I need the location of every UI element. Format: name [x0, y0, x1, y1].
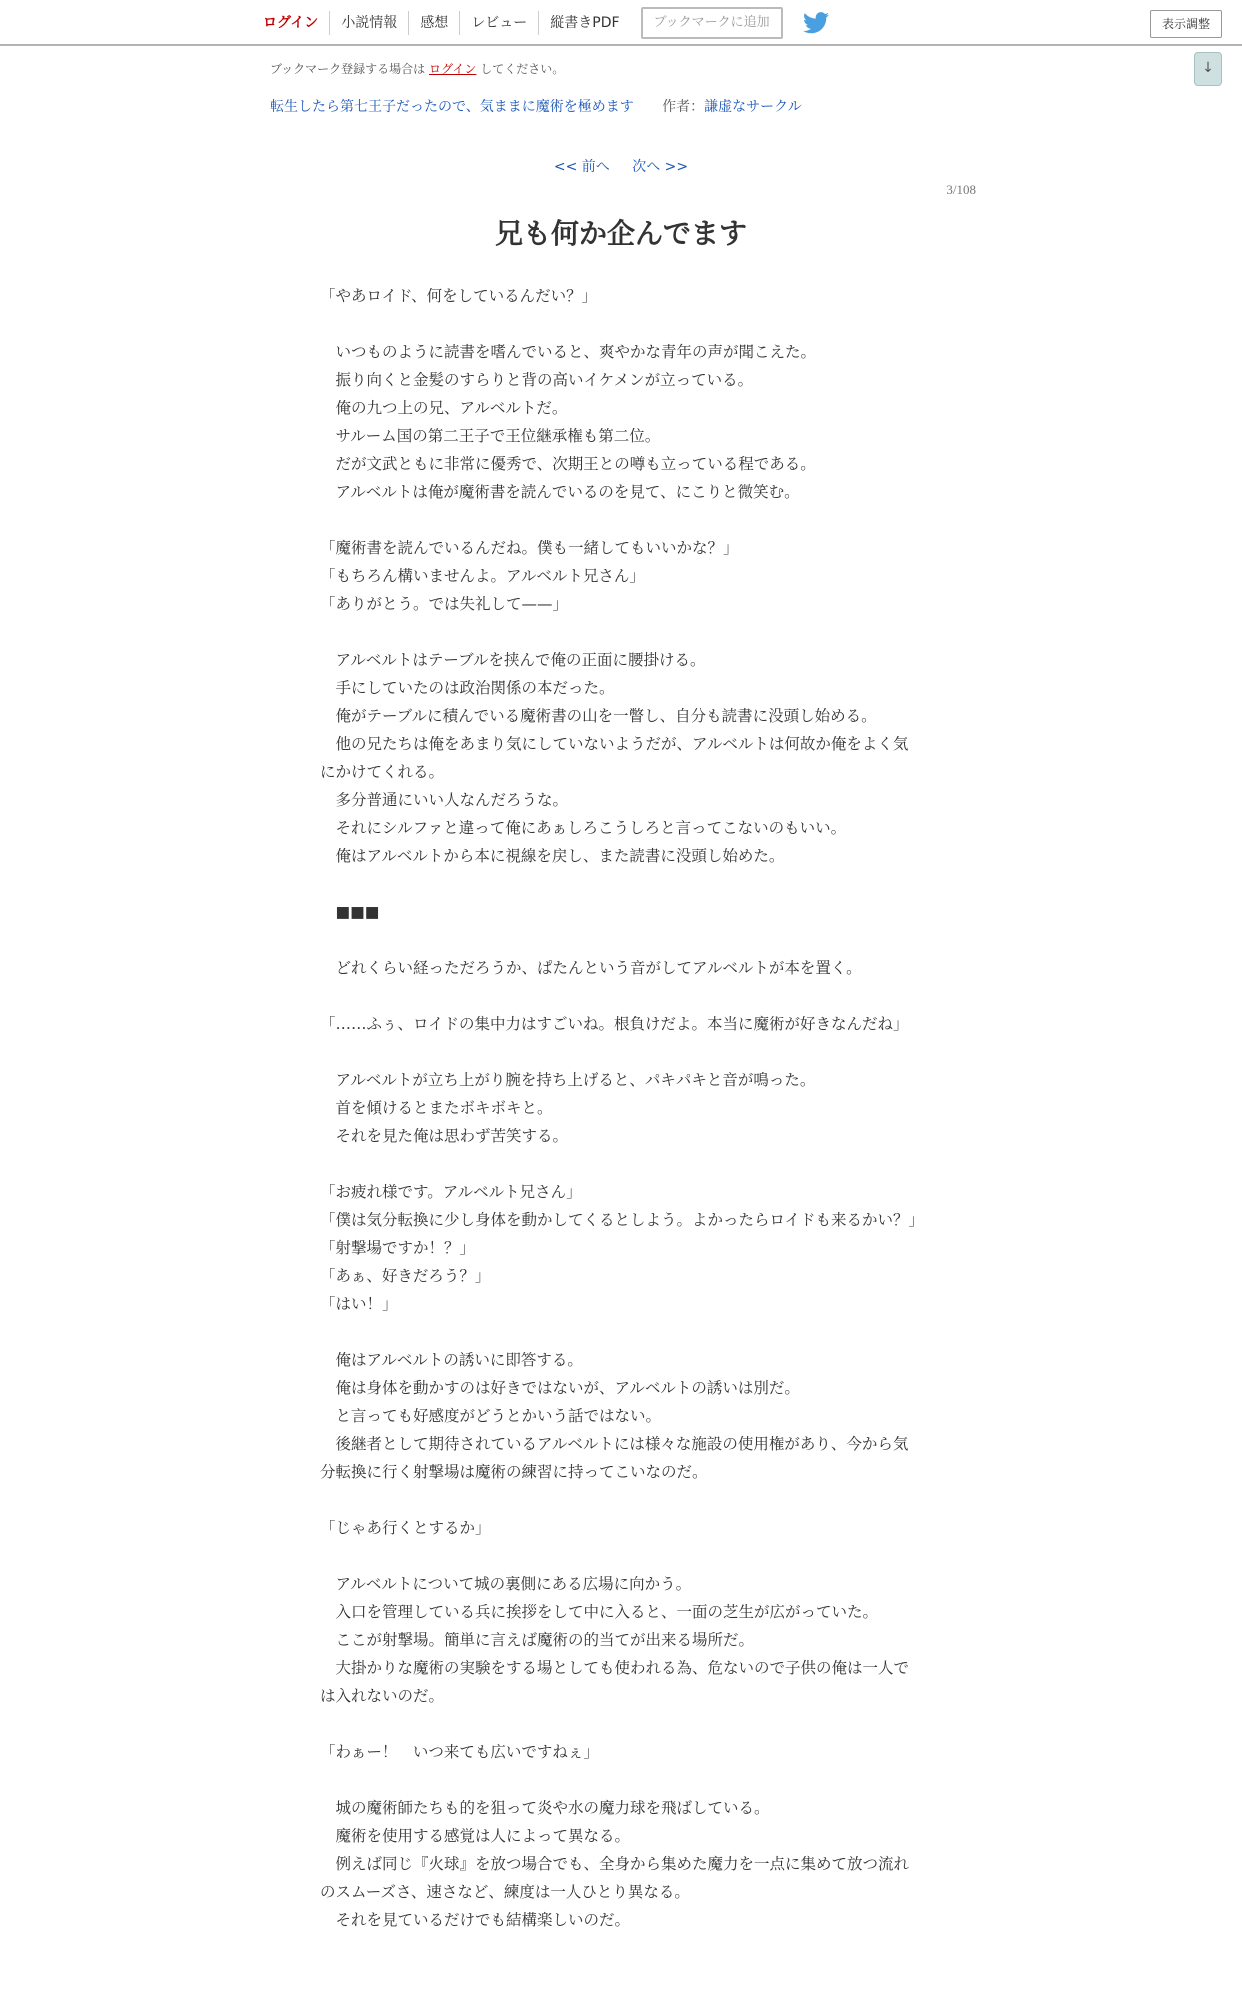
- body-paragraph: 俺の九つ上の兄、アルベルトだ。: [320, 399, 568, 417]
- body-paragraph: 「……ふぅ、ロイドの集中力はすごいね。根負けだよ。本当に魔術が好きなんだね」: [320, 1015, 909, 1033]
- notice-login-link[interactable]: ログイン: [429, 62, 477, 76]
- bookmark-notice: [270, 60, 564, 77]
- blank-line: [320, 1038, 920, 1066]
- notice-suffix: してください。: [480, 62, 565, 76]
- header-nav: [252, 0, 829, 46]
- display-settings-button[interactable]: 表示調整: [1150, 10, 1222, 38]
- blank-line: [320, 926, 920, 954]
- prev-chapter-link[interactable]: << 前へ: [553, 159, 610, 175]
- body-paragraph: 「ありがとう。では失礼して——」: [320, 595, 569, 613]
- body-paragraph: サルーム国の第二王子で王位継承権も第二位。: [320, 427, 661, 445]
- blank-line: [320, 310, 920, 338]
- site-header: [0, 0, 1242, 46]
- body-paragraph: 首を傾けるとまたボキボキと。: [320, 1099, 553, 1117]
- body-paragraph: それを見ているだけでも結構楽しいのだ。: [320, 1911, 631, 1929]
- blank-line: [320, 1486, 920, 1514]
- body-paragraph: 俺がテーブルに積んでいる魔術書の山を一瞥し、自分も読書に没頭し始める。: [320, 707, 877, 725]
- novel-title-link[interactable]: 転生したら第七王子だったので、気ままに魔術を極めます: [270, 99, 634, 115]
- body-paragraph: 「射撃場ですか！？」: [320, 1239, 476, 1257]
- body-paragraph: 「はい！」: [320, 1295, 398, 1313]
- body-paragraph: 他の兄たちは俺をあまり気にしていないようだが、アルベルトは何故か俺をよく気にかけてくれる。: [320, 735, 909, 781]
- chapter-body: [320, 282, 925, 1934]
- body-paragraph: 俺はアルベルトの誘いに即答する。: [320, 1351, 583, 1369]
- blank-line: [320, 1766, 920, 1794]
- body-paragraph: 城の魔術師たちも的を狙って炎や水の魔力球を飛ばしている。: [320, 1799, 770, 1817]
- blank-line: [320, 506, 920, 534]
- nav-login[interactable]: ログイン: [252, 11, 330, 35]
- body-paragraph: 手にしていたのは政治関係の本だった。: [320, 679, 615, 697]
- blank-line: [320, 1710, 920, 1738]
- body-paragraph: 「お疲れ様です。アルベルト兄さん」: [320, 1183, 582, 1201]
- blank-line: [320, 1150, 920, 1178]
- twitter-icon[interactable]: [803, 12, 829, 34]
- body-paragraph: アルベルトが立ち上がり腕を持ち上げると、パキパキと音が鳴った。: [320, 1071, 816, 1089]
- body-paragraph: と言っても好感度がどうとかいう話ではない。: [320, 1407, 662, 1425]
- body-paragraph: ここが射撃場。簡単に言えば魔術の的当てが出来る場所だ。: [320, 1631, 755, 1649]
- blank-line: [320, 982, 920, 1010]
- body-paragraph: 俺はアルベルトから本に視線を戻し、また読書に没頭し始めた。: [320, 847, 785, 865]
- body-paragraph: 「やあロイド、何をしているんだい？」: [320, 287, 598, 305]
- body-paragraph: 「あぁ、好きだろう？」: [320, 1267, 491, 1285]
- body-paragraph: どれくらい経っただろうか、ぱたんという音がしてアルベルトが本を置く。: [320, 959, 862, 977]
- body-paragraph: 入口を管理している兵に挨拶をして中に入ると、一面の芝生が広がっていた。: [320, 1603, 879, 1621]
- chapter-title: 兄も何か企んでます: [494, 217, 747, 250]
- nav-impressions[interactable]: 感想: [409, 11, 460, 35]
- body-paragraph: 後継者として期待されているアルベルトには様々な施設の使用権があり、今から気分転換に行く射撃場は魔術の練習に持ってこいなのだ。: [320, 1435, 909, 1481]
- body-paragraph: 俺は身体を動かすのは好きではないが、アルベルトの誘いは別だ。: [320, 1379, 800, 1397]
- scroll-down-icon[interactable]: ↓: [1194, 52, 1222, 86]
- body-paragraph: 「僕は気分転換に少し身体を動かしてくるとしよう。よかったらロイドも来るかい？」: [320, 1211, 925, 1229]
- nav-review[interactable]: レビュー: [460, 11, 539, 35]
- body-paragraph: だが文武ともに非常に優秀で、次期王との噂も立っている程である。: [320, 455, 816, 473]
- body-paragraph: 「じゃあ行くとするか」: [320, 1519, 491, 1537]
- body-paragraph: 「もちろん構いませんよ。アルベルト兄さん」: [320, 567, 645, 585]
- blank-line: [320, 870, 920, 898]
- blank-line: [320, 1542, 920, 1570]
- body-paragraph: 振り向くと金髪のすらりと背の高いイケメンが立っている。: [320, 371, 754, 389]
- body-paragraph: アルベルトについて城の裏側にある広場に向かう。: [320, 1575, 692, 1593]
- blank-line: [320, 1318, 920, 1346]
- body-paragraph: 「わぁー！ いつ来ても広いですねぇ」: [320, 1743, 599, 1761]
- twitter-bird-icon: [803, 12, 829, 34]
- body-paragraph: アルベルトはテーブルを挟んで俺の正面に腰掛ける。: [320, 651, 706, 669]
- author-label: 作者：: [662, 99, 705, 115]
- nav-novel-info[interactable]: 小説情報: [330, 11, 409, 35]
- chapter-pager: [0, 156, 1242, 176]
- body-paragraph: 魔術を使用する感覚は人によって異なる。: [320, 1827, 631, 1845]
- nav-vertical-pdf[interactable]: 縦書きPDF: [550, 15, 620, 31]
- page-count: 3/108: [946, 182, 976, 197]
- body-paragraph: それにシルファと違って俺にあぁしろこうしろと言ってこないのもいい。: [320, 819, 847, 837]
- blank-line: [320, 618, 920, 646]
- body-paragraph: ■■■: [320, 903, 380, 921]
- body-paragraph: それを見た俺は思わず苦笑する。: [320, 1127, 569, 1145]
- novel-info: [270, 96, 802, 116]
- body-paragraph: 「魔術書を読んでいるんだね。僕も一緒してもいいかな？」: [320, 539, 739, 557]
- body-paragraph: 多分普通にいい人なんだろうな。: [320, 791, 569, 809]
- notice-prefix: ブックマーク登録する場合は: [270, 62, 426, 76]
- body-paragraph: いつものように読書を嗜んでいると、爽やかな青年の声が聞こえた。: [320, 343, 817, 361]
- author-link[interactable]: 謙虚なサークル: [704, 99, 802, 115]
- next-chapter-link[interactable]: 次へ >>: [632, 159, 689, 175]
- body-paragraph: アルベルトは俺が魔術書を読んでいるのを見て、にこりと微笑む。: [320, 483, 800, 501]
- body-paragraph: 例えば同じ『火球』を放つ場合でも、全身から集めた魔力を一点に集めて放つ流れのスムーズさ、速さなど、練度は一人ひとり異なる。: [320, 1855, 910, 1901]
- add-bookmark-button[interactable]: ブックマークに追加: [641, 7, 783, 39]
- body-paragraph: 大掛かりな魔術の実験をする場としても使われる為、危ないので子供の俺は一人では入れないのだ。: [320, 1659, 910, 1705]
